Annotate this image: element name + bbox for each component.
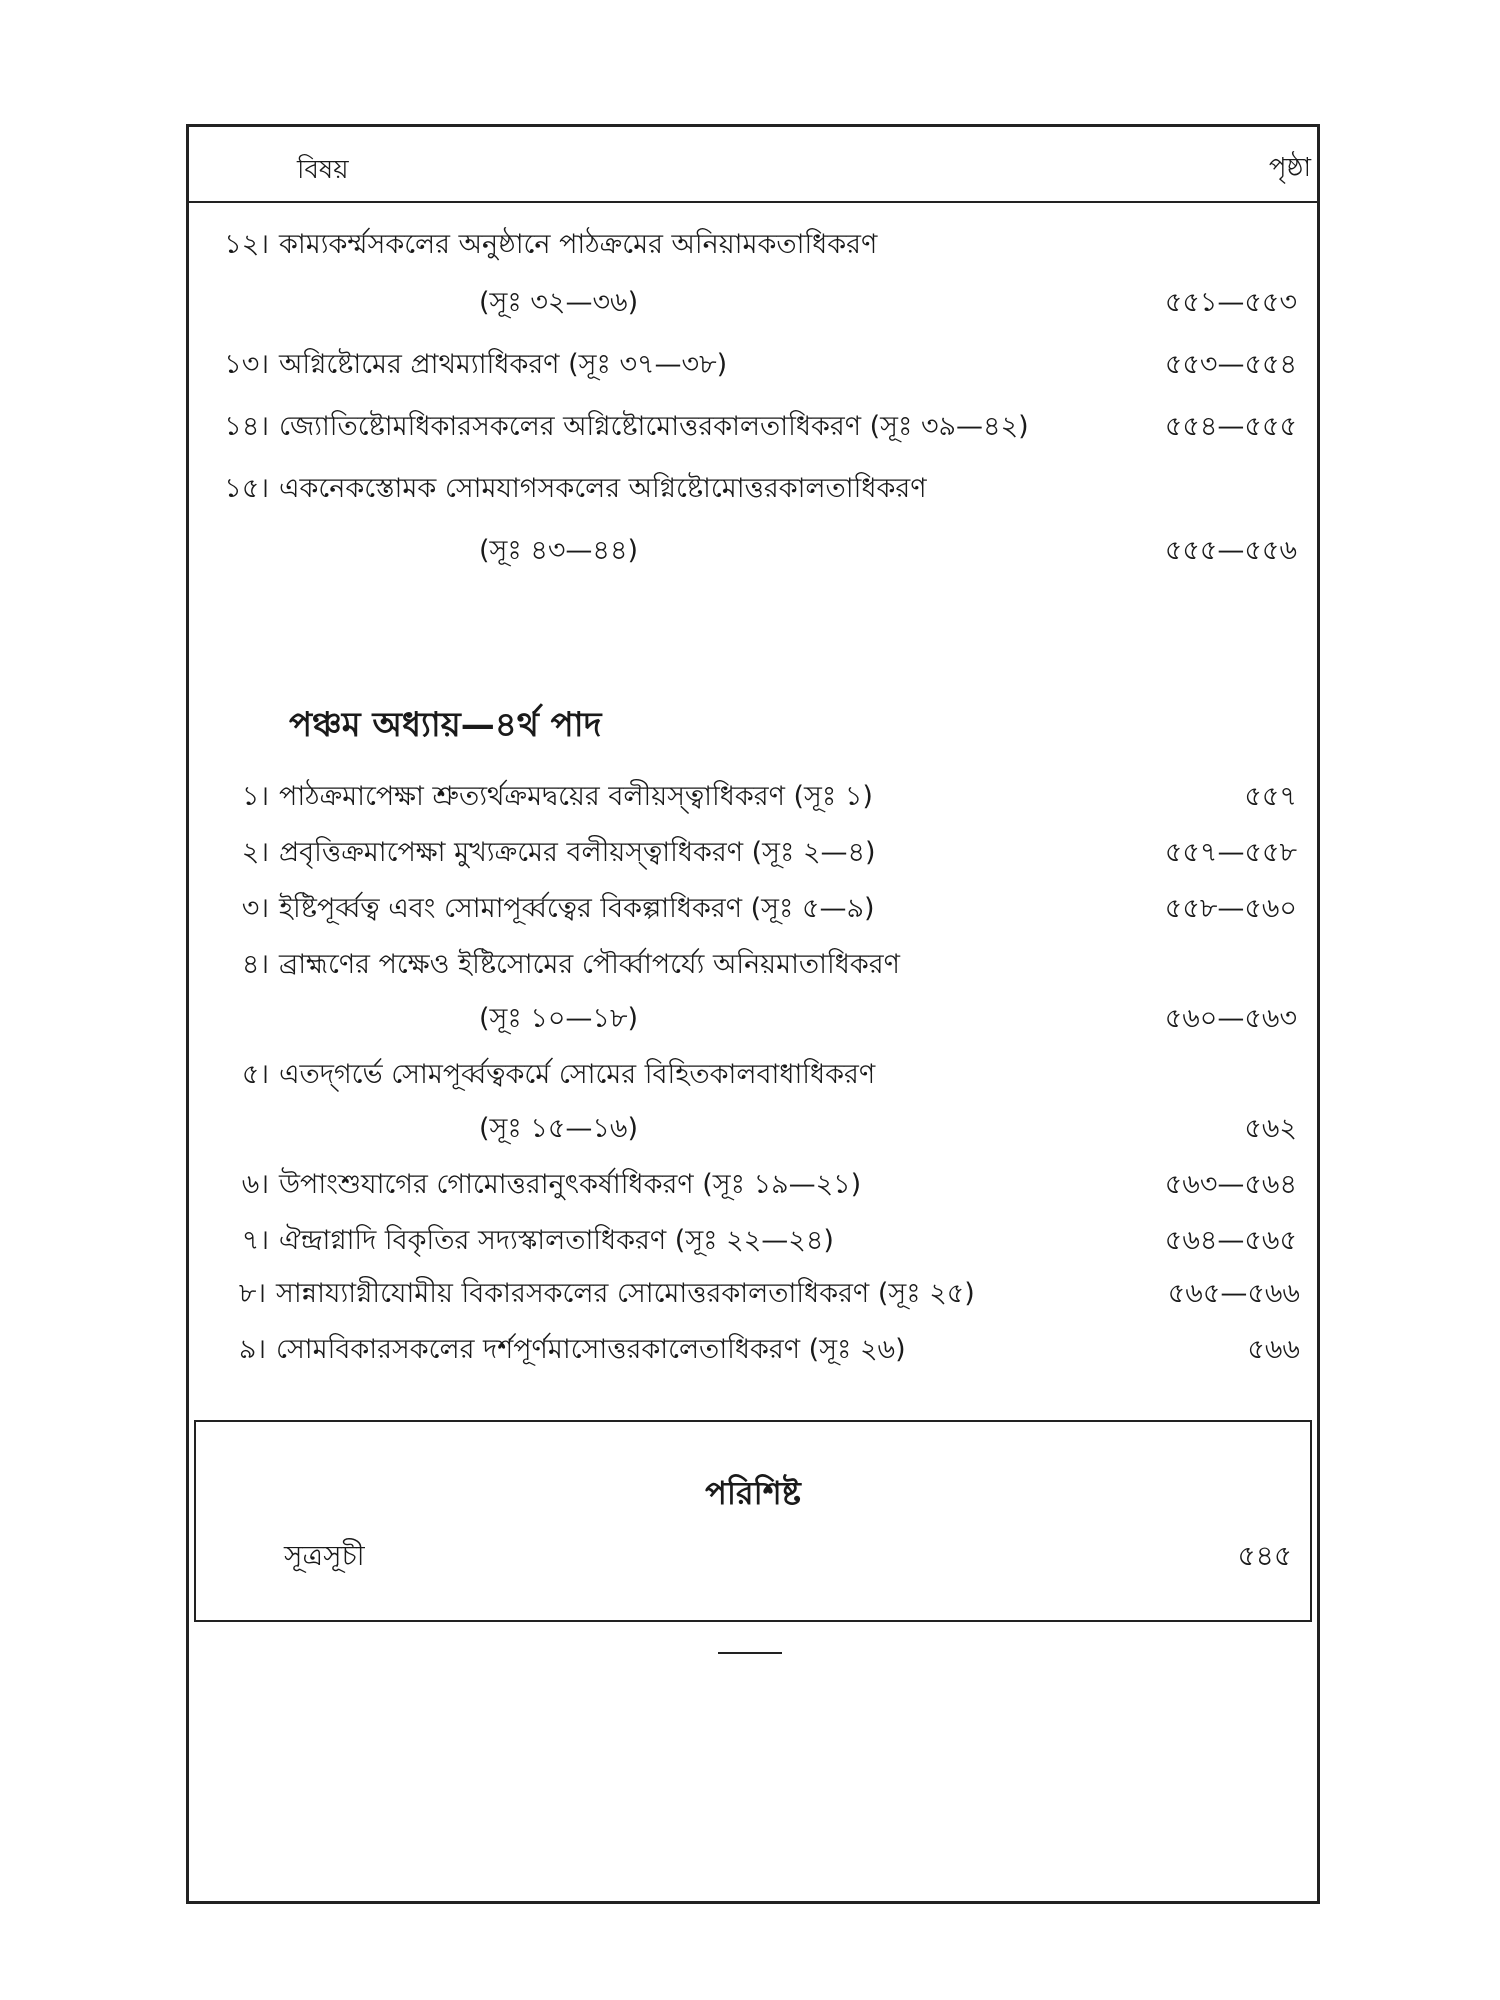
entry-title: সান্নায্যাগ্নীযোমীয় বিকারসকলের সোমোত্তরকালতাধিকরণ (সূঃ ২৫) bbox=[276, 1278, 975, 1309]
entry-title: পাঠক্রমাপেক্ষা শ্রুত্যর্থক্রমদ্বয়ের বলীয়স্ত্বাধিকরণ (সূঃ ১) bbox=[279, 781, 873, 812]
entry-number: ৬। bbox=[241, 1169, 269, 1200]
entry-title: কাম্যকর্ম্মসকলের অনুষ্ঠানে পাঠক্রমের অনিয়ামকতাধিকরণ bbox=[279, 229, 878, 260]
toc-entry bbox=[186, 1324, 1320, 1376]
entry-pages: ৫৫৪—৫৫৫ bbox=[1164, 411, 1297, 442]
entry-title: (সূঃ ১০—১৮) bbox=[479, 1003, 638, 1034]
entry-number: ১৩। bbox=[224, 349, 269, 380]
entry-title: জ্যোতিষ্টোমধিকারসকলের অগ্নিষ্টোমোত্তরকালতাধিকরণ (সূঃ ৩৯—৪২) bbox=[279, 411, 1029, 442]
entry-pages: ৫৫৫—৫৫৬ bbox=[1164, 535, 1297, 566]
end-rule bbox=[718, 1652, 782, 1654]
entry-pages: ৫৬০—৫৬৩ bbox=[1164, 1003, 1297, 1034]
entry-pages: ৫৫৩—৫৫৪ bbox=[1164, 349, 1297, 380]
entry-number: ১২। bbox=[224, 229, 269, 260]
entry-title: ইষ্টিপূর্ব্বত্ব এবং সোমাপূর্ব্বত্বের বিকল্পাধিকরণ (সূঃ ৫—৯) bbox=[279, 893, 875, 924]
entry-pages: ৫৬২ bbox=[1244, 1113, 1297, 1144]
entry-pages: ৫৫৭—৫৫৮ bbox=[1164, 837, 1297, 868]
entry-pages: ৫৬৫—৫৬৬ bbox=[1167, 1278, 1300, 1309]
contents-layer bbox=[186, 124, 1320, 1904]
entry-title: ব্রাহ্মণের পক্ষেও ইষ্টিসোমের পৌর্ব্বাপর্য্যে অনিয়মাতাধিকরণ bbox=[279, 949, 900, 980]
appendix-entry bbox=[196, 1530, 1310, 1582]
entry-pages: ৫৫৭ bbox=[1244, 781, 1297, 812]
entry-title: (সূঃ ৪৩—৪৪) bbox=[479, 535, 638, 566]
subject-column-heading: বিষয় bbox=[297, 155, 349, 185]
entry-number: ৮। bbox=[238, 1278, 266, 1309]
entry-number: ৯। bbox=[238, 1334, 266, 1365]
entry-number: ২। bbox=[241, 837, 269, 868]
entry-pages: ৫৬৬ bbox=[1247, 1334, 1300, 1365]
entry-title: ঐন্দ্রাগ্নাদি বিকৃতির সদ্যস্কালতাধিকরণ (সূঃ ২২—২৪) bbox=[279, 1225, 834, 1256]
entry-number: ১৪। bbox=[224, 411, 269, 442]
entry-number: ৩। bbox=[241, 893, 269, 924]
entry-pages: ৫৫১—৫৫৩ bbox=[1164, 287, 1297, 318]
appendix-box bbox=[194, 1420, 1312, 1622]
appendix-entry-pages: ৫৪৫ bbox=[1237, 1539, 1292, 1572]
entry-number: ৪। bbox=[241, 949, 269, 980]
entry-title: একনেকস্তোমক সোমযাগসকলের অগ্নিষ্টোমোত্তরকালতাধিকরণ bbox=[279, 473, 927, 504]
entry-pages: ৫৫৮—৫৬০ bbox=[1164, 893, 1297, 924]
entry-title: (সূঃ ৩২—৩৬) bbox=[479, 287, 639, 318]
appendix-title: পরিশিষ্ট bbox=[705, 1474, 801, 1512]
page-column-heading: পৃষ্ঠা bbox=[1268, 153, 1311, 183]
entry-title: এতদ্‌গর্ভে সোমপূর্ব্বত্বকর্মে সোমের বিহিতকালবাধাধিকরণ bbox=[279, 1059, 876, 1090]
entry-title: সোমবিকারসকলের দর্শপূর্ণমাসোত্তরকালেতাধিকরণ (সূঃ ২৬) bbox=[276, 1334, 906, 1365]
entry-number: ৫। bbox=[241, 1059, 269, 1090]
entry-title: অগ্নিষ্টোমের প্রাথম্যাধিকরণ (সূঃ ৩৭—৩৮) bbox=[279, 349, 728, 380]
toc-entry bbox=[186, 1268, 1320, 1320]
entry-title: উপাংশুযাগের গোমোত্তরানুৎকর্ষাধিকরণ (সূঃ ১৯—২১) bbox=[279, 1169, 862, 1200]
entry-pages: ৫৬৩—৫৬৪ bbox=[1164, 1169, 1297, 1200]
chapter-heading: পঞ্চম অধ্যায়—৪র্থ পাদ bbox=[289, 705, 602, 745]
entry-number: ১। bbox=[241, 781, 269, 812]
entry-number: ১৫। bbox=[224, 473, 269, 504]
entry-pages: ৫৬৪—৫৬৫ bbox=[1164, 1225, 1297, 1256]
entry-number: ৭। bbox=[241, 1225, 269, 1256]
entry-title: প্রবৃত্তিক্রমাপেক্ষা মুখ্যক্রমের বলীয়স্ত্বাধিকরণ (সূঃ ২—৪) bbox=[279, 837, 876, 868]
entry-title: (সূঃ ১৫—১৬) bbox=[479, 1113, 638, 1144]
appendix-entry-title: সূত্রসূচী bbox=[284, 1539, 365, 1572]
